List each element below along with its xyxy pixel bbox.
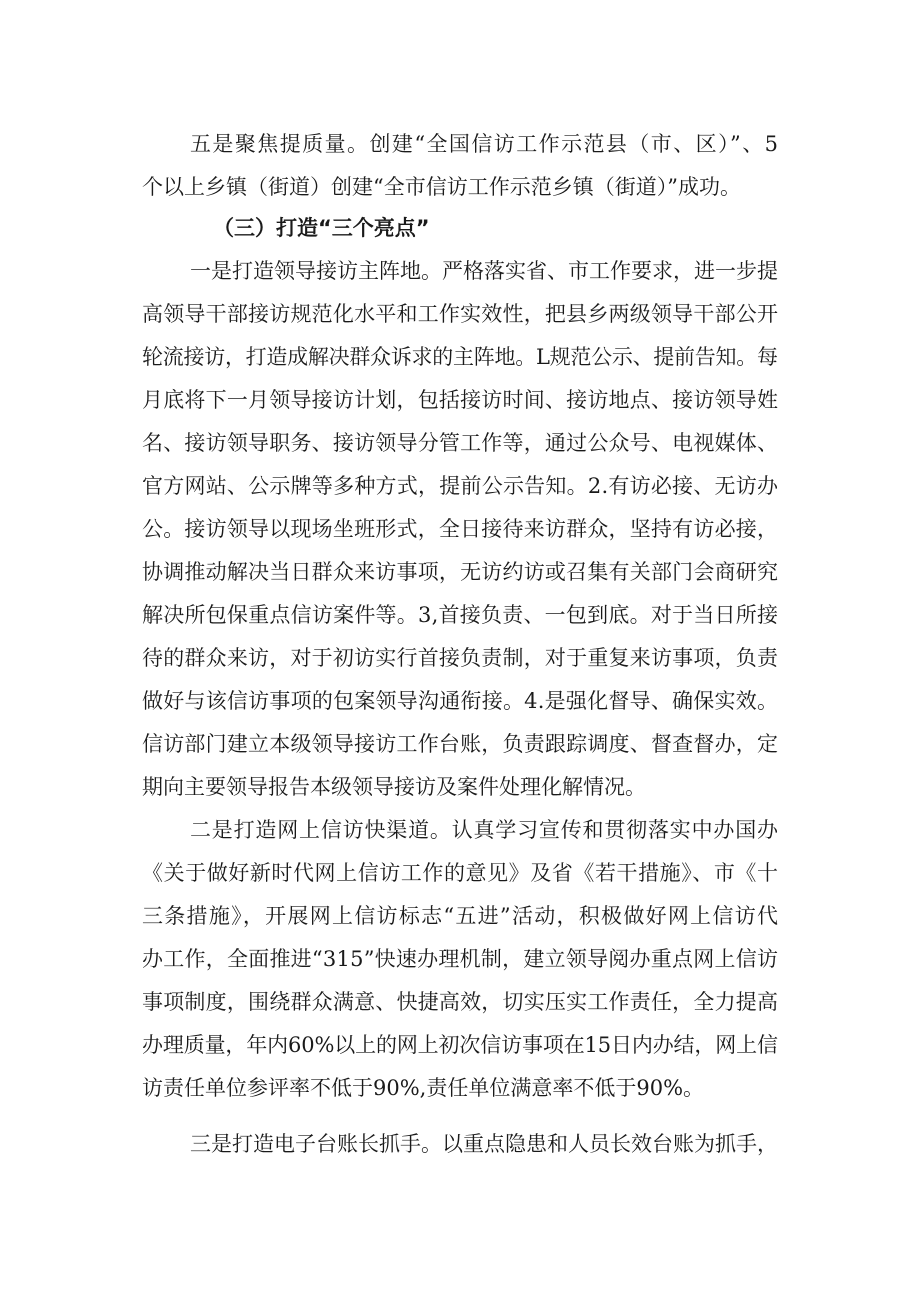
paragraph-one-line: 解决所包保重点信访案件等。3,首接负责、一包到底。对于当日所接 xyxy=(142,603,779,627)
paragraph-two-line: 三条措施》，开展网上信访标志“五进”活动，积极做好网上信访代 xyxy=(142,904,780,928)
paragraph-two-line: 访责任单位参评率不低于90%,责任单位满意率不低于90%。 xyxy=(142,1076,705,1100)
paragraph-one-line: 轮流接访，打造成解决群众诉求的主阵地。L规范公示、提前告知。每 xyxy=(142,345,778,369)
paragraph-three-line: 三是打造电子台账长抓手。以重点隐患和人员长效台账为抓手， xyxy=(190,1132,778,1156)
paragraph-two-line: 事项制度，围绕群众满意、快捷高效，切实压实工作责任，全力提高 xyxy=(142,990,779,1014)
section-heading-text: （三）打造“三个亮点” xyxy=(213,216,430,240)
paragraph-one-line: 名、接访领导职务、接访领导分管工作等，通过公众号、电视媒体、 xyxy=(142,431,779,455)
paragraph-one-line: 官方网站、公示牌等多种方式，提前公示告知。2.有访必接、无访办 xyxy=(142,474,779,498)
paragraph-one-line: 做好与该信访事项的包案领导沟通衔接。4.是强化督导、确保实效。 xyxy=(142,689,779,713)
paragraph-two-line: 二是打造网上信访快渠道。认真学习宣传和贯彻落实中办国办 xyxy=(190,818,779,842)
paragraph-five-line-2: 个以上乡镇（街道）创建“全市信访工作示范乡镇（街道）”成功。 xyxy=(142,175,741,199)
paragraph-one-line: 待的群众来访，对于初访实行首接负责制，对于重复来访事项，负责 xyxy=(142,646,779,670)
paragraph-two-line: 办工作，全面推进“315”快速办理机制，建立领导阅办重点网上信访 xyxy=(142,947,779,971)
paragraph-two-line: 办理质量，年内60%以上的网上初次信访事项在15日内办结，网上信 xyxy=(142,1033,778,1057)
paragraph-one-line: 一是打造领导接访主阵地。严格落实省、市工作要求，进一步提 xyxy=(190,259,778,283)
paragraph-one-line: 期向主要领导报告本级领导接访及案件处理化解情况。 xyxy=(142,775,646,799)
paragraph-one-line: 高领导干部接访规范化水平和工作实效性，把县乡两级领导干部公开 xyxy=(142,302,779,326)
paragraph-one-line: 公。接访领导以现场坐班形式，全日接待来访群众，坚持有访必接， xyxy=(142,517,779,541)
paragraph-one-line: 月底将下一月领导接访计划，包括接访时间、接访地点、接访领导姓 xyxy=(142,388,779,412)
paragraph-one-line: 协调推动解决当日群众来访事项，无访约访或召集有关部门会商研究 xyxy=(142,560,779,584)
paragraph-one-line: 信访部门建立本级领导接访工作台账，负责跟踪调度、督查督办，定 xyxy=(142,732,779,756)
paragraph-two-line: 《关于做好新时代网上信访工作的意见》及省《若干措施》、市《十 xyxy=(142,861,779,885)
paragraph-five-line-1: 五是聚焦提质量。创建“全国信访工作示范县（市、区）”、5 xyxy=(190,132,780,156)
